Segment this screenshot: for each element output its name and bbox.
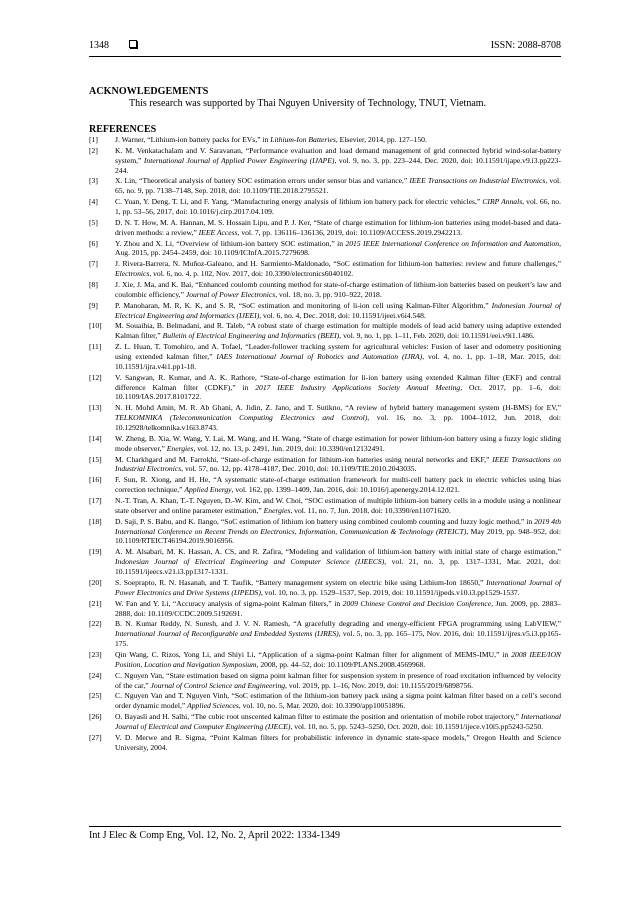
reference-authors-title: J. Warner, “Lithium-ion battery packs for EVs,” in xyxy=(115,135,271,144)
reference-item xyxy=(89,403,561,433)
reference-venue: Applied Energy xyxy=(184,485,232,495)
reference-venue: IEEE Transactions on Industrial Electronics xyxy=(115,454,561,474)
reference-venue: Energies xyxy=(263,505,291,515)
reference-details: , vol. 6, no. 4, Dec. 2018, doi: 10.11591/ijeei.v6i4.548. xyxy=(259,310,426,320)
reference-number: [12] xyxy=(89,372,102,382)
reference-venue: 2015 IEEE International Conference on Information and Automation xyxy=(345,238,560,248)
reference-authors-title: X. Lin, “Theoretical analysis of battery SOC estimation errors under sensor bias and variance,” xyxy=(115,176,410,186)
reference-number: [16] xyxy=(89,475,102,485)
reference-item xyxy=(89,619,561,649)
reference-text xyxy=(115,218,561,238)
reference-authors-title: N. H. Mohd Amin, M. R. Ab Ghani, A. Jidin, Z. Jano, and T. Sutikno, “A review of hybrid battery management system (H-BMS) for EV,” xyxy=(115,403,561,413)
issn-label: ISSN: 2088-8708 xyxy=(490,40,561,51)
reference-text xyxy=(115,434,561,454)
reference-text xyxy=(115,547,561,577)
reference-details: , vol. 6, no. 4, p. 102, Nov. 2017, doi: 10.3390/electronics6040102. xyxy=(149,269,354,279)
reference-venue: Energies xyxy=(166,443,194,453)
reference-authors-title: F. Sun, R. Xiong, and H. He, “A systematic state-of-charge estimation framework for multi-cell battery pack in electric vehicles using bias correction technique,” xyxy=(115,475,561,495)
references-heading: REFERENCES xyxy=(89,124,157,135)
reference-authors-title: D. Saji, P. S. Babu, and K. Ilango, “SoC estimation of lithium ion battery using combined coulomb counting and fuzzy logic method,” in xyxy=(115,516,535,526)
reference-text xyxy=(115,280,561,300)
page-number: 1348 xyxy=(89,40,109,51)
reference-venue: Journal of Power Electronics xyxy=(185,289,276,299)
reference-authors-title: M. Charkhgard and M. Farrokhi, “State-of-charge estimation for lithium-ion batteries using neural networks and EKF,” xyxy=(115,454,493,464)
reference-details: , Oct. 2017, pp. 1–6, doi: 10.1109/IAS.2017.8101722. xyxy=(115,382,561,402)
reference-authors-title: C. Nguyen Van and T. Nguyen Vinh, “SoC estimation of the lithium-ion battery pack using a sigma point kalman filter based on a cell’s second order dynamic model,” xyxy=(115,691,561,711)
reference-number: [4] xyxy=(89,197,98,207)
reference-item xyxy=(89,321,561,341)
reference-details: , Jun. 2009, pp. 2883–2888, doi: 10.1109/CCDC.2009.5192691. xyxy=(115,598,561,618)
reference-number: [25] xyxy=(89,691,102,701)
reference-number: [22] xyxy=(89,619,102,629)
reference-number: [3] xyxy=(89,176,98,186)
reference-text xyxy=(115,578,561,598)
reference-number: [11] xyxy=(89,342,102,352)
reference-details: , vol. 10, no. 3, pp. 1529–1537, Sep. 2019, doi: 10.11591/ijpeds.v10.i3.pp1529-1537. xyxy=(260,587,520,597)
reference-item xyxy=(89,176,561,196)
reference-details: , vol. 12, no. 13, p. 2491, Jun. 2019, doi: 10.3390/en12132491. xyxy=(193,443,385,453)
reference-venue: International Journal of Applied Power Engineering (IJAPE) xyxy=(143,155,335,165)
reference-details: , vol. 5, no. 3, pp. 165–175, Nov. 2016, doi: 10.11591/ijres.v5.i3.pp165-175. xyxy=(115,629,561,649)
reference-number: [18] xyxy=(89,516,102,526)
reference-authors-title: M. Souaihia, B. Belmadani, and R. Taleb, “A robust state of charge estimation for multiple models of lead acid battery using adaptive extended Kalman filter,” xyxy=(115,321,561,341)
reference-venue: IEEE Transactions on Industrial Electronics xyxy=(409,176,546,186)
footer-rule xyxy=(89,826,561,827)
reference-number: [8] xyxy=(89,279,98,289)
reference-details: , 2008, pp. 44–52, doi: 10.1109/PLANS.2008.4569968. xyxy=(256,659,426,669)
reference-details: , Aug. 2015, pp. 2454–2459, doi: 10.1109/ICInfA.2015.7279698. xyxy=(115,238,561,258)
reference-venue: 2008 IEEE/ION Position, Location and Navigation Symposium xyxy=(115,649,561,669)
reference-text xyxy=(115,650,561,670)
reference-details: , vol. 18, no. 3, pp. 910–922, 2018. xyxy=(275,289,382,299)
reference-details: , vol. 16, no. 3, pp. 1004–1012, Jun. 2018, doi: 10.12928/telkomnika.v16i3.8743. xyxy=(115,413,561,433)
reference-item xyxy=(89,259,561,279)
reference-details: , vol. 162, pp. 1399–1409, Jan. 2016, doi: 10.1016/j.apenergy.2014.12.021. xyxy=(231,485,460,495)
reference-authors-title: C. Yuan, Y. Deng, T. Li, and F. Yang, “Manufacturing energy analysis of lithium ion battery pack for electric vehicles,” xyxy=(115,197,483,207)
reference-item xyxy=(89,146,561,176)
reference-text xyxy=(115,301,561,321)
reference-text xyxy=(115,239,561,259)
reference-text xyxy=(115,619,561,649)
reference-item xyxy=(89,599,561,619)
reference-item xyxy=(89,578,561,598)
reference-item xyxy=(89,496,561,516)
reference-item xyxy=(89,671,561,691)
reference-item xyxy=(89,239,561,259)
reference-venue: Applied Sciences xyxy=(187,701,239,711)
reference-details: , Elsevier, 2014, pp. 127–150. xyxy=(335,135,427,144)
reference-authors-title: J. Rivera-Barrera, N. Muñoz-Galeano, and H. Sarmiento-Maldonado, “SoC estimation for lithium-ion batteries: review and future challenges,” xyxy=(115,259,561,269)
reference-number: [26] xyxy=(89,712,102,722)
reference-details: , vol. 9, no. 1, pp. 1–11, Feb. 2020, doi: 10.11591/eei.v9i1.1486. xyxy=(339,331,535,341)
reference-venue: CIRP Annals xyxy=(482,197,523,207)
reference-authors-title: O. Bayasli and H. Salhi, “The cubic root unscented kalman filter to estimate the position and orientation of mobile robot trajectory,” xyxy=(115,712,521,722)
reference-venue: 2017 IEEE Industry Applications Society Annual Meeting xyxy=(255,382,461,392)
reference-authors-title: V. Sangwan, R. Kumar, and A. K. Rathore, “State-of-charge estimation for li-ion battery using extended Kalman filter (EKF) and central difference Kalman filter (CDKF),” in xyxy=(115,372,561,392)
reference-number: [6] xyxy=(89,238,98,248)
reference-number: [10] xyxy=(89,321,102,331)
reference-number: [9] xyxy=(89,300,98,310)
reference-text xyxy=(115,259,561,279)
reference-text xyxy=(115,712,561,732)
reference-details: , vol. 21, no. 3, pp. 1317–1331, Mar. 2021, doi: 10.11591/ijeecs.v21.i3.pp1317-1331. xyxy=(115,557,561,577)
reference-authors-title: N.-T. Tran, A. Khan, T.-T. Nguyen, D.-W. Kim, and W. Choi, “SOC estimation of multiple lithium-ion battery cells in a module using a nonlinear state observer and online parameter estimation,” xyxy=(115,495,561,515)
reference-item xyxy=(89,733,561,753)
reference-venue: TELKOMNIKA (Telecommunication Computing Electronics and Control) xyxy=(115,413,368,423)
reference-item xyxy=(89,301,561,321)
reference-details: , vol. 65, no. 9, pp. 7138–7148, Sep. 2018, doi: 10.1109/TIE.2018.2795521. xyxy=(115,176,561,196)
reference-number: [23] xyxy=(89,649,102,659)
reference-venue: Indonesian Journal of Electrical Engineering and Informatics (IJEEI) xyxy=(115,300,561,320)
reference-venue: Indonesian Journal of Electrical Engineering and Computer Science (IJEECS) xyxy=(115,557,385,567)
reference-text xyxy=(115,455,561,475)
reference-authors-title: K. M. Venkatachalam and V. Saravanan, “Performance evaluation and load demand management of grid connected hybrid wind-solar-battery system,” xyxy=(115,145,561,165)
reference-venue: 2019 4th International Conference on Recent Trends on Electronics, Information, Communication & Technology (RTEICT) xyxy=(115,516,562,536)
reference-details: , vol. 10, no. 5, Mar. 2020, doi: 10.3390/app10051896. xyxy=(238,701,406,711)
reference-details: , May 2019, pp. 948–952, doi: 10.1109/RTEICT46194.2019.9016956. xyxy=(115,526,562,546)
reference-text xyxy=(115,135,561,145)
reference-text xyxy=(115,176,561,196)
reference-authors-title: Z. L. Huan, T. Tomohiro, and A. Tofael, “Leader-follower tracking system for agricultural vehicles: Fusion of laser and odometry positioning using extended kalman filter,” xyxy=(115,342,561,361)
reference-number: [2] xyxy=(89,145,98,155)
reference-venue: Electronics xyxy=(115,269,150,279)
reference-text xyxy=(115,197,561,217)
reference-number: [7] xyxy=(89,259,98,269)
reference-details: , vol. 9, no. 3, pp. 223–244, Dec. 2020, doi: 10.11591/ijape.v9.i3.pp223-244. xyxy=(115,155,561,175)
reference-details: , vol. 4, no. 1, pp. 1–18, Mar. 2015, doi: 10.11591/ijra.v4i1.pp1-18. xyxy=(115,351,562,371)
reference-authors-title: S. Soeprapto, R. N. Hasanah, and T. Taufik, “Battery management system on electric bike using Lithium-Ion 18650,” xyxy=(115,577,487,587)
reference-text xyxy=(115,373,561,403)
reference-text xyxy=(115,599,561,619)
reference-text xyxy=(115,342,561,372)
reference-number: [20] xyxy=(89,577,102,587)
reference-details: , vol. 10, no. 5, pp. 5243–5250, Oct. 2020, doi: 10.11591/ijece.v10i5.pp5243-5250. xyxy=(290,721,544,731)
reference-authors-title: Qin Wang, C. Rizos, Yong Li, and Shiyi Li, “Application of a sigma-point Kalman filter for alignment of MEMS-IMU,” in xyxy=(115,649,512,659)
reference-item xyxy=(89,650,561,670)
reference-item xyxy=(89,135,561,145)
reference-number: [14] xyxy=(89,433,102,443)
reference-text xyxy=(115,671,561,691)
reference-details: , vol. 7, pp. 136116–136136, 2019, doi: 10.1109/ACCESS.2019.2942213. xyxy=(237,227,463,237)
reference-number: [27] xyxy=(89,732,102,742)
reference-details: , vol. 11, no. 7, Jun. 2018, doi: 10.3390/en11071620. xyxy=(290,505,451,515)
reference-item xyxy=(89,455,561,475)
reference-authors-title: W. Zheng, B. Xia, W. Wang, Y. Lai, M. Wang, and H. Wang, “State of charge estimation for power lithium-ion battery using a fuzzy logic sliding mode observer,” xyxy=(115,433,561,453)
acknowledgements-text: This research was supported by Thai Nguyen University of Technology, TNUT, Vietnam. xyxy=(129,98,487,109)
reference-authors-title: Y. Zhou and X. Li, “Overview of lithium-ion battery SOC estimation,” in xyxy=(115,238,346,248)
reference-item xyxy=(89,517,561,547)
reference-details: , vol. 66, no. 1, pp. 53–56, 2017, doi: 10.1016/j.cirp.2017.04.109. xyxy=(115,197,561,217)
reference-text xyxy=(115,517,561,547)
reference-number: [24] xyxy=(89,670,102,680)
reference-text xyxy=(115,496,561,516)
reference-item xyxy=(89,434,561,454)
reference-venue: IEEE Access xyxy=(198,227,238,237)
reference-text xyxy=(115,691,561,711)
acknowledgements-heading: ACKNOWLEDGEMENTS xyxy=(89,86,209,97)
reference-item xyxy=(89,691,561,711)
reference-item xyxy=(89,712,561,732)
reference-venue: IAES International Journal of Robotics and Automation (IJRA) xyxy=(216,351,423,361)
reference-venue: International Journal of Power Electronics and Drive Systems (IJPEDS) xyxy=(115,577,561,597)
reference-authors-title: B. N. Kumar Reddy, N. Suresh, and J. V. N. Ramesh, “A gracefully degrading and energy-efficient FPGA programming using LabVIEW,” xyxy=(115,619,561,629)
reference-number: [17] xyxy=(89,495,102,505)
reference-authors-title: P. Manoharan, M. R, K. K, and S. R, “SoC estimation and monitoring of li-ion cell using Kalman-Filter Algorithm,” xyxy=(115,300,492,310)
page-header xyxy=(89,36,561,56)
reference-details: , vol. 57, no. 12, pp. 4178–4187, Dec. 2010, doi: 10.1109/TIE.2010.2043035. xyxy=(181,464,417,474)
reference-venue: 2009 Chinese Control and Decision Conference xyxy=(342,598,492,608)
reference-text xyxy=(115,475,561,495)
reference-item xyxy=(89,475,561,495)
reference-number: [5] xyxy=(89,217,98,227)
reference-authors-title: J. Xie, J. Ma, and K. Bai, “Enhanced coulomb counting method for state-of-charge estimation of lithium-ion batteries based on peukert’s law and coulombic efficiency,” xyxy=(115,279,561,299)
reference-venue: International Journal of Reconfigurable and Embedded Systems (IJRES) xyxy=(115,629,339,639)
reference-authors-title: W. Fan and Y. Li, “Accuracy analysis of sigma-point Kalman filters,” in xyxy=(115,598,343,608)
reference-item xyxy=(89,280,561,300)
reference-venue: Bulletin of Electrical Engineering and Informatics (BEEI) xyxy=(162,331,340,341)
reference-item xyxy=(89,342,561,372)
reference-authors-title: V. D. Merwe and R. Sigma, “Point Kalman filters for probabilistic inference in dynamic state-space models,” Oregon Health and Science University, 2004. xyxy=(115,732,561,752)
reference-item xyxy=(89,218,561,238)
reference-number: [19] xyxy=(89,547,102,557)
reference-text xyxy=(115,146,561,176)
reference-venue: Lithium-Ion Batteries xyxy=(270,135,336,144)
reference-number: [13] xyxy=(89,403,102,413)
header-rule xyxy=(89,56,561,57)
page-footer: Int J Elec & Comp Eng, Vol. 12, No. 2, April 2022: 1334-1349 xyxy=(89,830,341,841)
reference-authors-title: A. M. Alsabari, M. K. Hassan, A. CS, and R. Zafira, “Modeling and validation of lithium-ion battery with initial state of charge estimation,” xyxy=(115,547,561,557)
reference-details: , vol. 2019, pp. 1–16, Nov. 2019, doi: 10.1155/2019/6898756. xyxy=(285,680,474,690)
reference-item xyxy=(89,373,561,403)
reference-text xyxy=(115,733,561,753)
reference-item xyxy=(89,547,561,577)
reference-venue: Journal of Control Science and Engineering xyxy=(150,680,286,690)
reference-number: [1] xyxy=(89,135,98,144)
reference-text xyxy=(115,403,561,433)
reference-number: [21] xyxy=(89,598,102,608)
reference-item xyxy=(89,197,561,217)
reference-number: [15] xyxy=(89,454,102,464)
reference-list xyxy=(89,135,561,753)
square-box-icon xyxy=(129,40,137,48)
reference-venue: International Journal of Electrical and Computer Engineering (IJECE) xyxy=(115,712,561,731)
reference-authors-title: D. N. T. How, M. A. Hannan, M. S. Hossain Lipu, and P. J. Ker, “State of charge estimation for lithium-ion batteries using model-based and data-driven methods: a review,” xyxy=(115,217,561,237)
reference-authors-title: C. Nguyen Van, “State estimation based on sigma point kalman filter for suspension system in presence of road excitation influenced by velocity of the car,” xyxy=(115,670,561,690)
reference-text xyxy=(115,321,561,341)
